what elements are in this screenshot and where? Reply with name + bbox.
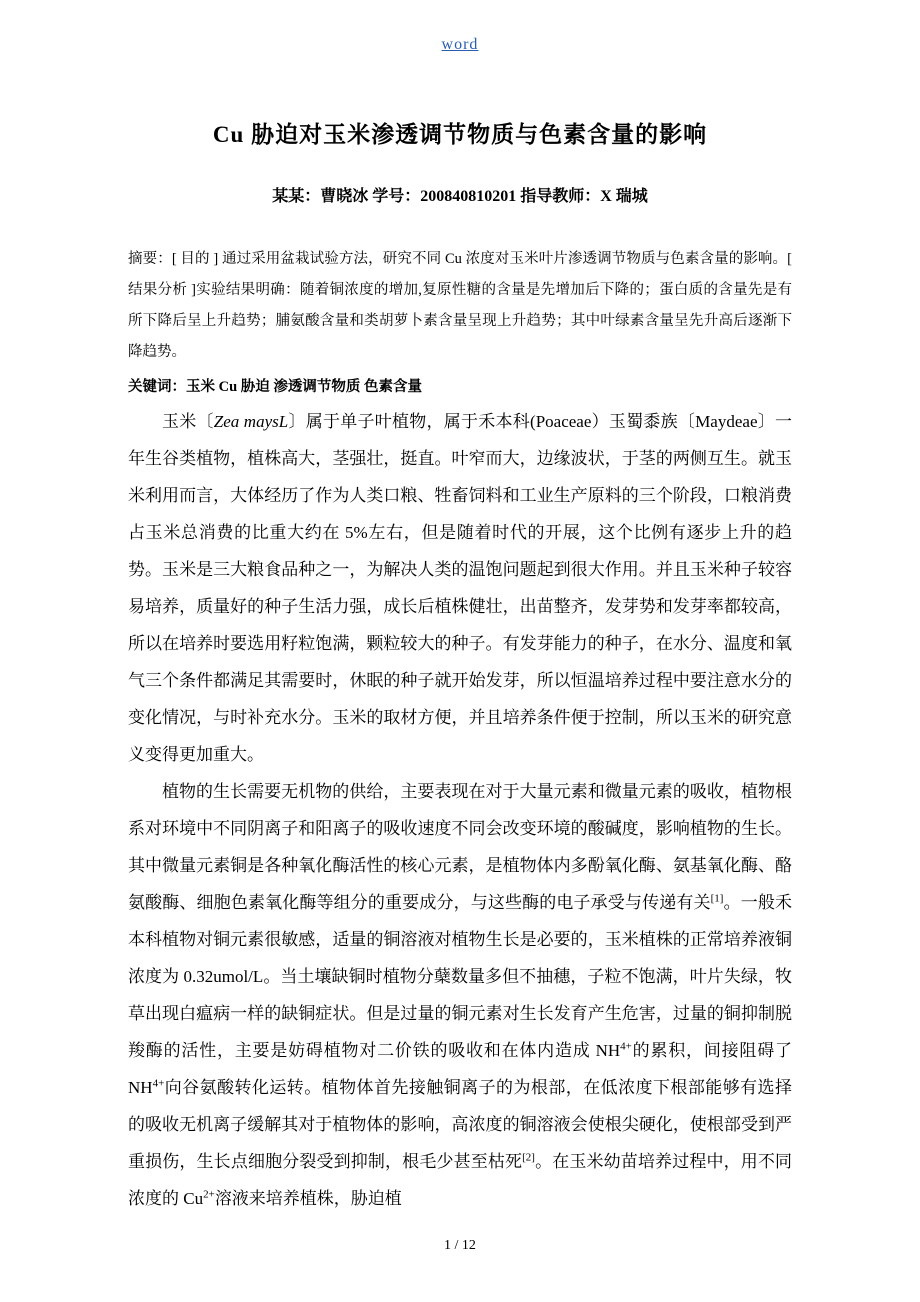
keywords-line: 关键词：玉米 Cu 胁迫 渗透调节物质 色素含量 <box>128 379 423 395</box>
page-number: 1 / 12 <box>444 1238 476 1253</box>
page-footer <box>0 1238 920 1254</box>
word-header-link[interactable]: word <box>441 36 479 53</box>
document-content <box>128 116 792 1217</box>
body-paragraph-copper: 植物的生长需要无机物的供给，主要表现在对于大量元素和微量元素的吸收，植物根系对环境中不同阴离子和阳离子的吸收速度不同会改变环境的酸碱度，影响植物的生长。其中微量元素铜是各种氧化酶活性的核心元素，是植物体内多酚氧化酶、氨基氧化酶、酪氨酸酶、细胞色素氧化酶等组分的重要成分，与这些酶的电子承受与传递有关[1]。一般禾本科植物对铜元素很敏感，适量的铜溶液对植物生长是必要的，玉米植株的正常培养液铜浓度为 0.32umol/L。当土壤缺铜时植物分蘖数量多但不抽穗，子粒不饱满，叶片失绿，牧草出现白瘟病一样的缺铜症状。但是过量的铜元素对生长发育产生危害，过量的铜抑制脱羧酶的活性，主要是妨碍植物对二价铁的吸收和在体内造成 $NH^{4+}$的累积，间接阻碍了 $NH^{4+}$向谷氨酸转化运转。植物体首先接触铜离子的为根部，在低浓度下根部能够有选择的吸收无机离子缓解其对于植物体的影响，高浓度的铜溶液会使根尖硬化，使根部受到严重损伤，生长点细胞分裂受到抑制，根毛少甚至枯死[2]。在玉米幼苗培养过程中，用不同浓度的 $Cu^{2+}$溶液来培养植株，胁迫植 <box>128 782 793 1208</box>
document-title: Cu 胁迫对玉米渗透调节物质与色素含量的影响 <box>212 122 708 147</box>
author-byline: 某某：曹晓冰 学号：200840810201 指导教师：X 瑞城 <box>272 188 648 205</box>
body-paragraph-intro: 玉米〔Zea maysL〕属于单子叶植物，属于禾本科(Poaceae）玉蜀黍族〔Maydeae〕一年生谷类植物，植株高大，茎强壮，挺直。叶窄而大，边缘波状，于茎的两侧互生。就玉米利用而言，大体经历了作为人类口粮、牲畜饲料和工业生产原料的三个阶段，口粮消费占玉米总消费的比重大约在 5%左右，但是随着时代的开展，这个比例有逐步上升的趋势。玉米是三大粮食品种之一，为解决人类的温饱问题起到很大作用。并且玉米种子较容易培养，质量好的种子生活力强，成长后植株健壮，出苗整齐，发芽势和发芽率都较高，所以在培养时要选用籽粒饱满，颗粒较大的种子。有发芽能力的种子，在水分、温度和氧气三个条件都满足其需要时，休眠的种子就开始发芽，所以恒温培养过程中要注意水分的变化情况，与时补充水分。玉米的取材方便，并且培养条件便于控制，所以玉米的研究意义变得更加重大。 <box>128 412 793 764</box>
document-header <box>0 0 920 54</box>
abstract-paragraph: 摘要：[ 目的 ] 通过采用盆栽试验方法，研究不同 Cu 浓度对玉米叶片渗透调节物质与色素含量的影响。[ 结果分析 ]实验结果明确：随着铜浓度的增加,复原性糖的含量是先增加后下降的；蛋白质的含量先是有所下降后呈上升趋势；脯氨酸含量和类胡萝卜素含量呈现上升趋势；其中叶绿素含量呈先升高后逐渐下降趋势。 <box>128 251 792 360</box>
